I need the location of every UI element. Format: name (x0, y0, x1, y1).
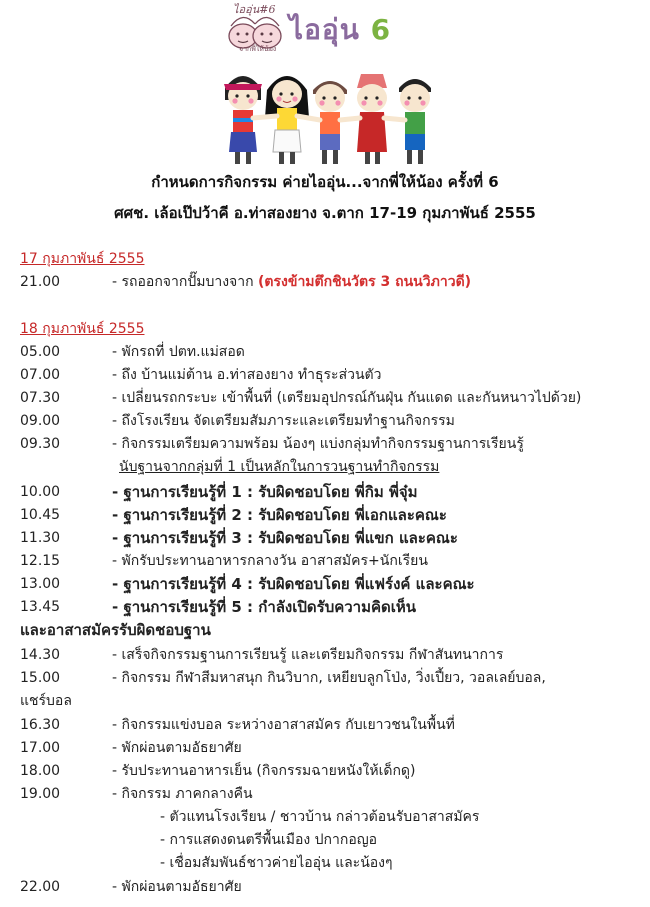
page-title: กำหนดการกิจกรรม ค่ายไออุ่น...จากพี่ให้น้อง ครั้งที่ 6 (151, 173, 499, 191)
row-description: - พักรับประทานอาหารกลางวัน อาสาสมัคร+นักเรียน (112, 553, 428, 569)
row-time: 15.00 (20, 670, 61, 686)
row-time: 10.00 (20, 484, 61, 500)
row-description: - ฐานการเรียนรู้ที่ 3 : รับผิดชอบโดย พี่แขก และคณะ (112, 529, 458, 547)
day-heading: 17 กุมภาพันธ์ 2555 (20, 251, 145, 267)
row-text (112, 271, 471, 293)
row-description: - รถออกจากปั๊มบางจาก (112, 274, 259, 290)
row-description: - พักรถที่ ปตท.แม่สอด (112, 344, 245, 360)
row-time: 13.45 (20, 599, 61, 615)
row-time: 22.00 (20, 879, 61, 895)
row-description: - เปลี่ยนรถกระบะ เข้าพื้นที่ (เตรียมอุปกรณ์กันฝุ่น กันแดด และกันหนาวไปด้วย) (112, 390, 582, 406)
row-time: 14.30 (20, 647, 61, 663)
row-continuation: แชร์บอล (20, 693, 72, 709)
child-2 (265, 76, 309, 164)
row-time: 05.00 (20, 344, 61, 360)
page-subtitle: ศศช. เล้อเป๊ปว้าคี อ.ท่าสองยาง จ.ตาก 17-19 กุมภาพันธ์ 2555 (114, 204, 536, 222)
logo-subtext: จากพี่ให้น้อง (239, 45, 277, 53)
day-heading: 18 กุมภาพันธ์ 2555 (20, 321, 145, 337)
row-time: 13.00 (20, 576, 61, 592)
row-time: 12.15 (20, 553, 61, 569)
row-time: 17.00 (20, 740, 61, 756)
row-description: - ฐานการเรียนรู้ที่ 4 : รับผิดชอบโดย พี่แฟร์งค์ และคณะ (112, 575, 475, 593)
row-description: - ฐานการเรียนรู้ที่ 2 : รับผิดชอบโดย พี่เอกและคณะ (112, 506, 447, 524)
row-description: - ถึงโรงเรียน จัดเตรียมสัมภาระและเตรียมทำฐานกิจกรรม (112, 413, 455, 429)
row-description: - กิจกรรมแข่งบอล ระหว่างอาสาสมัคร กับเยาวชนในพื้นที่ (112, 717, 455, 733)
logo-script-text: ไออุ่น#6 (233, 3, 276, 16)
children-illustration (215, 60, 440, 170)
row-description: - ถึง บ้านแม่ต้าน อ.ท่าสองยาง ทำธุระส่วนตัว (112, 367, 382, 383)
row-description: - ฐานการเรียนรู้ที่ 1 : รับผิดชอบโดย พี่กิม พี่จุ๋ม (112, 483, 418, 501)
logo-number: 6 (370, 13, 392, 46)
sub-item: - ตัวแทนโรงเรียน / ชาวบ้าน กล่าวต้อนรับอาสาสมัคร (160, 809, 480, 825)
sub-item: - การแสดงดนตรีพื้นเมือง ปกากอญอ (160, 832, 378, 848)
row-description: - กิจกรรม กีฬาสีมหาสนุก กินวิบาก, เหยียบลูกโป่ง, วิ่งเปี้ยว, วอลเลย์บอล, (112, 670, 546, 686)
row-continuation: และอาสาสมัครรับผิดชอบฐาน (20, 621, 211, 639)
logo-title-text: ไออุ่น (289, 13, 360, 46)
row-time: 07.00 (20, 367, 61, 383)
row-continuation: นับฐานจากกลุ่มที่ 1 เป็นหลักในการวนฐานทำกิจกรรม (119, 459, 440, 475)
row-time: 19.00 (20, 786, 61, 802)
child-3 (313, 81, 347, 164)
row-time: 21.00 (20, 274, 61, 290)
row-time: 09.30 (20, 436, 61, 452)
row-description: - พักผ่อนตามอัธยาศัย (112, 879, 242, 895)
row-time: 16.30 (20, 717, 61, 733)
row-highlight: (ตรงข้ามตึกชินวัตร 3 ถนนวิภาวดี) (258, 274, 472, 290)
camp-logo (225, 2, 425, 57)
row-time: 07.30 (20, 390, 61, 406)
row-description: - พักผ่อนตามอัธยาศัย (112, 740, 242, 756)
sub-item: - เชื่อมสัมพันธ์ชาวค่ายไออุ่น และน้องๆ (160, 855, 393, 871)
row-description: - กิจกรรมเตรียมความพร้อม น้องๆ แบ่งกลุ่มทำกิจกรรมฐานการเรียนรู้ (112, 436, 524, 452)
row-time: 10.45 (20, 507, 61, 523)
logo-title (289, 8, 391, 52)
row-description: - กิจกรรม ภาคกลางคืน (112, 786, 253, 802)
row-time: 18.00 (20, 763, 61, 779)
row-description: - ฐานการเรียนรู้ที่ 5 : กำลังเปิดรับความคิดเห็น (112, 598, 417, 616)
row-time: 09.00 (20, 413, 61, 429)
row-description: - รับประทานอาหารเย็น (กิจกรรมฉายหนังให้เด็กดู) (112, 763, 416, 779)
row-description: - เสร็จกิจกรรมฐานการเรียนรู้ และเตรียมกิจกรรม กีฬาสันทนาการ (112, 647, 504, 663)
row-time: 11.30 (20, 530, 61, 546)
